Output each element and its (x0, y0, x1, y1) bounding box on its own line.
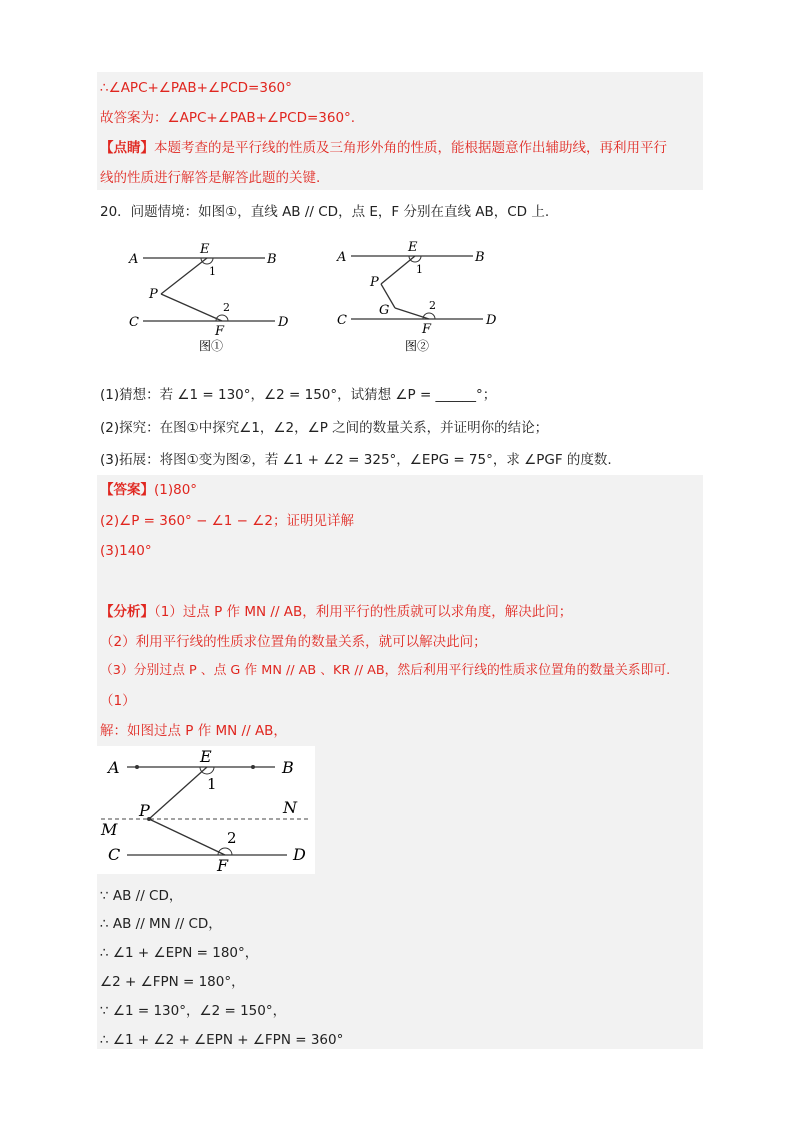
answer-line-3: (3)140° (100, 543, 152, 559)
solution-step-3: ∴ ∠1 + ∠EPN = 180°， (100, 945, 259, 961)
solution-step-4: ∠2 + ∠FPN = 180°， (100, 974, 245, 990)
dianjing-tag: 【点睛】 (100, 140, 154, 156)
solution-step-5: ∵ ∠1 = 130°，∠2 = 150°， (100, 1003, 287, 1019)
question-3: (3)拓展：将图①变为图②，若 ∠1 + ∠2 = 325°，∠EPG = 75°，求 ∠PGF 的度数. (100, 452, 612, 468)
fig2-label-b: B (475, 250, 485, 265)
sol-line-pf (149, 819, 225, 855)
fig2-label-a: A (337, 250, 347, 265)
fig2-label-p: P (370, 275, 379, 290)
sol-line-ep (149, 767, 207, 819)
sol-dot-a (135, 765, 139, 769)
fig1-label-a: A (129, 252, 139, 267)
analysis-text-1: （1）过点 P 作 MN // AB，利用平行的性质就可以求角度，解决此问； (154, 604, 573, 620)
sol-label-p: P (139, 801, 150, 820)
analysis-line-3: （3）分别过点 P 、点 G 作 MN // AB 、KR // AB，然后利用平行线的性质求位置角的数量关系即可. (100, 663, 671, 678)
fig2-caption: 图② (405, 339, 430, 353)
dianjing-text-1: 本题考查的是平行线的性质及三角形外角的性质，能根据题意作出辅助线，再利用平行 (154, 140, 667, 156)
fig2-label-d: D (486, 313, 497, 328)
top-line-1: ∴∠APC+∠PAB+∠PCD=360° (100, 80, 292, 96)
sol-label-n: N (283, 798, 297, 817)
dianjing-line-2: 线的性质进行解答是解答此题的关键. (100, 170, 321, 186)
fig2-label-2: 2 (429, 299, 436, 312)
answer-1: (1)80° (154, 482, 198, 498)
sol-label-a: A (108, 758, 120, 777)
fig1-label-d: D (278, 315, 289, 330)
sol-arc-2 (218, 848, 232, 855)
answer-2-note: ；证明见详解 (272, 513, 354, 529)
fig1-label-2: 2 (223, 301, 230, 314)
fig1-label-b: B (267, 252, 277, 267)
sol-dot-b (251, 765, 255, 769)
problem-stem: 20．问题情境：如图①，直线 AB // CD，点 E，F 分别在直线 AB，CD 上. (100, 204, 550, 220)
solution-step-1: ∵ AB // CD， (100, 888, 183, 904)
sol-label-m: M (101, 820, 118, 839)
analysis-line-2: （2）利用平行线的性质求位置角的数量关系，就可以解决此问； (100, 634, 487, 650)
solution-figure (97, 746, 315, 874)
sol-label-c: C (108, 845, 121, 864)
figure-1 (125, 238, 300, 358)
sol-label-1: 1 (207, 775, 217, 793)
solution-step-2: ∴ AB // MN // CD， (100, 916, 222, 932)
top-line-2: 故答案为：∠APC+∠PAB+∠PCD=360°. (100, 110, 356, 126)
fig1-line-pf (161, 294, 222, 321)
answer-2-formula: (2)∠P = 360° − ∠1 − ∠2 (100, 513, 273, 529)
fig2-line-ep (381, 256, 415, 284)
fig2-label-f: F (422, 322, 432, 337)
analysis-line-5: 解：如图过点 P 作 MN // AB， (100, 723, 287, 739)
fig1-label-f: F (215, 324, 225, 339)
question-1: (1)猜想：若 ∠1 = 130°，∠2 = 150°，试猜想 ∠P = ______°； (100, 387, 497, 403)
answer-line-2 (100, 511, 354, 531)
answer-tag: 【答案】 (100, 482, 154, 498)
dianjing-line-1 (100, 138, 667, 158)
sol-label-f: F (217, 856, 229, 874)
sol-label-b: B (282, 758, 294, 777)
solution-step-6: ∴ ∠1 + ∠2 + ∠EPN + ∠FPN = 360° (100, 1032, 344, 1048)
answer-line-1 (100, 480, 197, 500)
fig1-label-p: P (149, 287, 158, 302)
fig1-line-ep (161, 258, 207, 294)
fig1-caption: 图① (199, 339, 224, 353)
sol-label-e: E (200, 747, 212, 766)
sol-label-d: D (293, 845, 306, 864)
fig2-label-1: 1 (416, 263, 423, 276)
fig2-label-g: G (379, 303, 390, 318)
sol-arc-1 (200, 767, 214, 774)
fig2-line-gf (395, 308, 429, 319)
fig1-label-c: C (129, 315, 139, 330)
fig2-label-e: E (408, 240, 418, 255)
fig1-arc-2 (216, 315, 228, 321)
analysis-line-4: （1） (100, 693, 136, 709)
sol-label-2: 2 (227, 829, 237, 847)
fig1-label-e: E (200, 242, 210, 257)
analysis-tag: 【分析】 (100, 604, 154, 620)
question-2: (2)探究：在图①中探究∠1，∠2，∠P 之间的数量关系，并证明你的结论； (100, 420, 549, 436)
fig2-label-c: C (337, 313, 347, 328)
analysis-line-1 (100, 602, 572, 622)
fig1-label-1: 1 (209, 265, 216, 278)
figure-2 (333, 238, 508, 358)
